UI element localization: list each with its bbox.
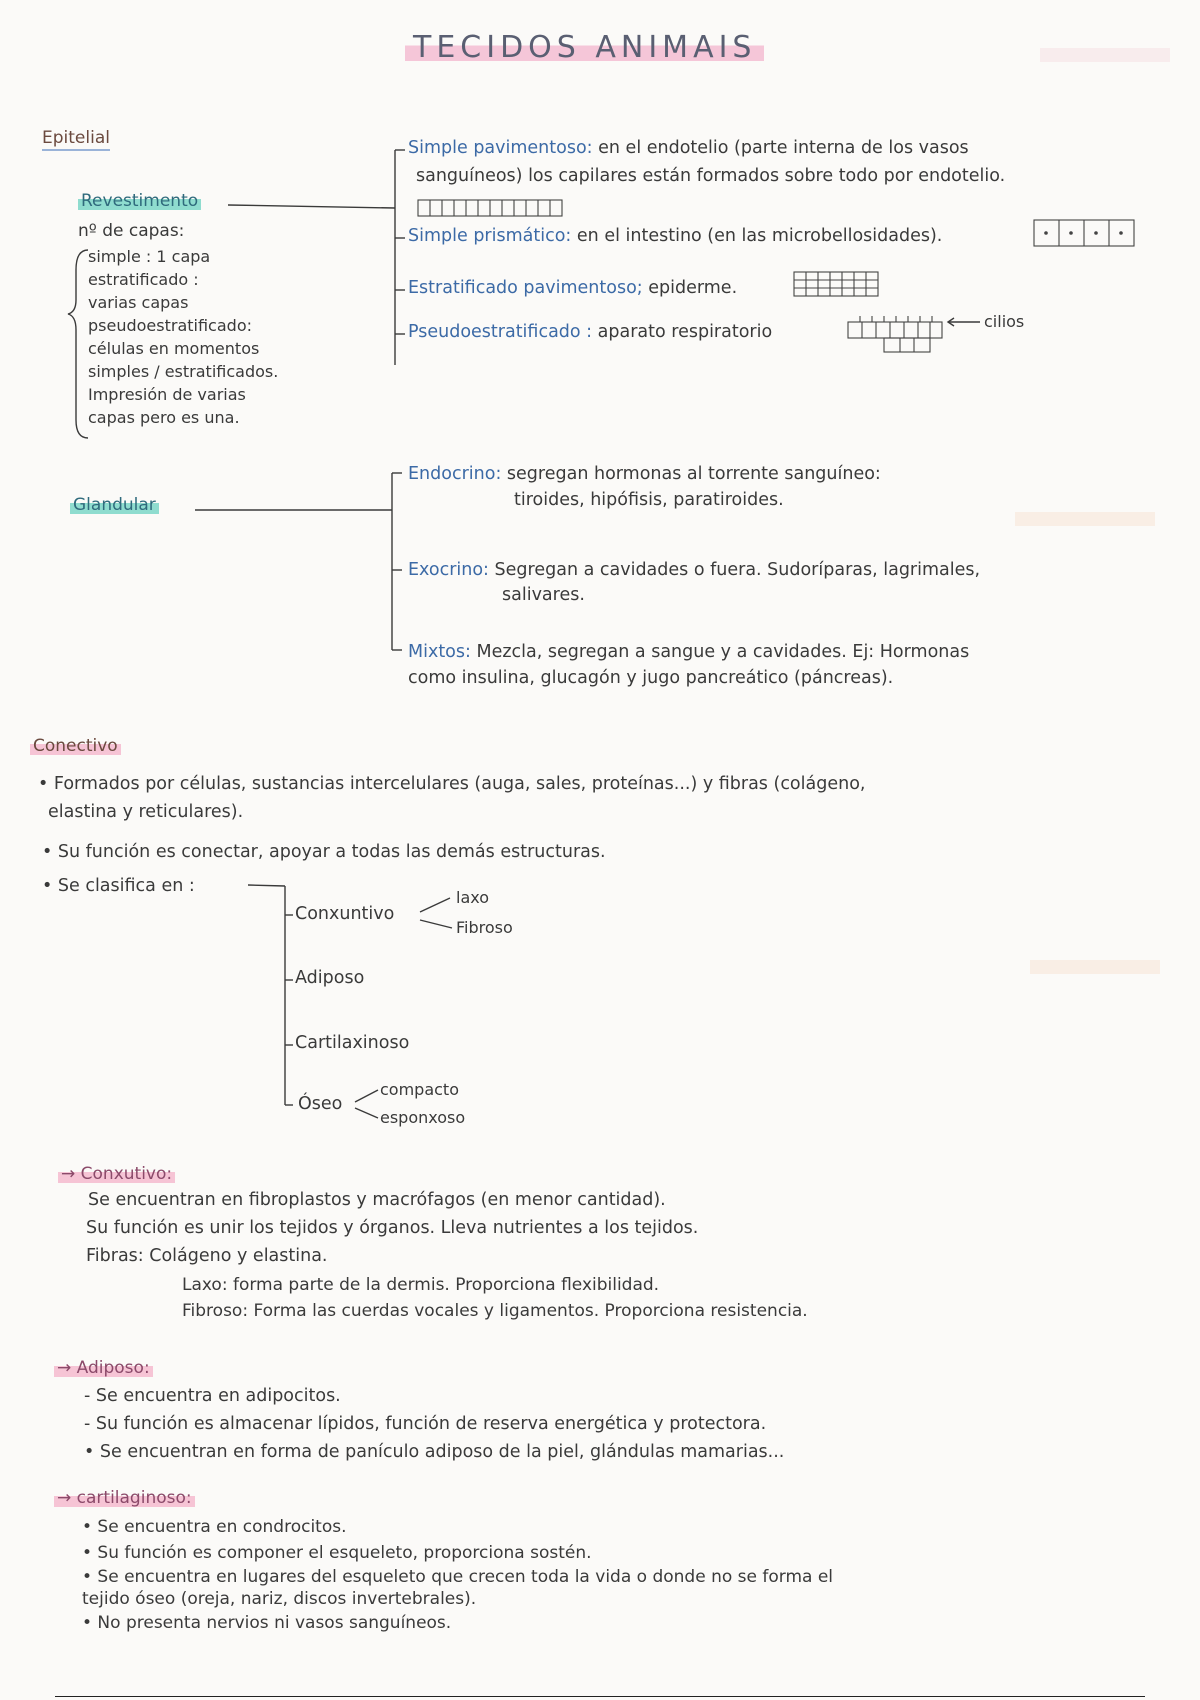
cartilaginoso-line: tejido óseo (oreja, nariz, discos invertebrales). [82,1589,477,1609]
revestimento-type: Simple prismático: en el intestino (en las microbellosidades). [408,226,943,246]
page-title: TECIDOS ANIMAIS [405,30,764,65]
cartilaginoso-line: • Se encuentra en condrocitos. [82,1517,347,1537]
capas-item: pseudoestratificado: [88,316,252,335]
tree-esponxoso: esponxoso [380,1108,466,1127]
adiposo-heading: → Adiposo: [54,1358,153,1378]
capas-item: varias capas [88,293,189,312]
revestimento-type-cont: sanguíneos) los capilares están formados sobre todo por endotelio. [416,166,1006,186]
revestimento-type: Estratificado pavimentoso; epiderme. [408,278,738,298]
revestimento-type: Pseudoestratificado : aparato respiratorio [408,322,773,342]
tree-cartilaxinoso: Cartilaxinoso [295,1033,410,1053]
glandular-type-cont: salivares. [502,585,585,605]
conectivo-heading: Conectivo [30,736,121,756]
cartilaginoso-line: • Se encuentra en lugares del esqueleto que crecen toda la vida o donde no se forma el [82,1567,834,1587]
glandular-type-cont: como insulina, glucagón y jugo pancreático (páncreas). [408,668,894,688]
adiposo-line: - Su función es almacenar lípidos, función de reserva energética y protectora. [84,1414,767,1434]
tree-conxuntivo: Conxuntivo [295,904,395,924]
capas-label: nº de capas: [78,221,185,241]
conectivo-bullet: • Su función es conectar, apoyar a todas las demás estructuras. [42,842,606,862]
cartilaginoso-line: • Su función es componer el esqueleto, proporciona sostén. [82,1543,592,1563]
conxutivo-heading: → Conxutivo: [58,1164,175,1184]
conxutivo-sub: Fibroso: Forma las cuerdas vocales y ligamentos. Proporciona resistencia. [182,1301,808,1321]
glandular-heading: Glandular [70,495,159,515]
tree-compacto: compacto [380,1080,459,1099]
glandular-type: Exocrino: Segregan a cavidades o fuera. Sudoríparas, lagrimales, [408,560,981,580]
adiposo-line: • Se encuentran en forma de panículo adiposo de la piel, glándulas mamarias... [84,1442,785,1462]
conxutivo-sub: Laxo: forma parte de la dermis. Proporciona flexibilidad. [182,1275,660,1295]
cartilaginoso-line: • No presenta nervios ni vasos sanguíneos. [82,1613,452,1633]
epitelial-heading: Epitelial [42,128,110,148]
glandular-type-cont: tiroides, hipófisis, paratiroides. [514,490,784,510]
revestimento-type: Simple pavimentoso: en el endotelio (parte interna de los vasos [408,138,969,158]
tree-adiposo: Adiposo [295,968,365,988]
capas-item: Impresión de varias [88,385,246,404]
cilia-label: cilios [984,312,1025,331]
glandular-type: Endocrino: segregan hormonas al torrente sanguíneo: [408,464,881,484]
cartilaginoso-heading: → cartilaginoso: [54,1488,195,1508]
tree-laxo: laxo [456,888,490,907]
tree-oseo: Óseo [298,1094,343,1114]
capas-item: capas pero es una. [88,408,240,427]
revestimento-heading: Revestimento [78,191,201,211]
capas-item: estratificado : [88,270,199,289]
capas-item: simple : 1 capa [88,247,211,266]
conectivo-bullet: • Formados por células, sustancias intercelulares (auga, sales, proteínas...) y fibras (colágeno, [38,774,866,794]
conectivo-bullet: elastina y reticulares). [48,802,244,822]
conxutivo-line: Se encuentran en fibroplastos y macrófagos (en menor cantidad). [88,1190,666,1210]
tree-fibroso: Fibroso [456,918,513,937]
conxutivo-line: Fibras: Colágeno y elastina. [86,1246,328,1266]
capas-item: células en momentos [88,339,260,358]
adiposo-line: - Se encuentra en adipocitos. [84,1386,341,1406]
bottom-rule [55,1696,1145,1697]
conectivo-bullet: • Se clasifica en : [42,876,195,896]
capas-item: simples / estratificados. [88,362,279,381]
conxutivo-line: Su función es unir los tejidos y órganos. Lleva nutrientes a los tejidos. [86,1218,699,1238]
capas-list [88,245,278,429]
glandular-type: Mixtos: Mezcla, segregan a sangue y a cavidades. Ej: Hormonas [408,642,970,662]
